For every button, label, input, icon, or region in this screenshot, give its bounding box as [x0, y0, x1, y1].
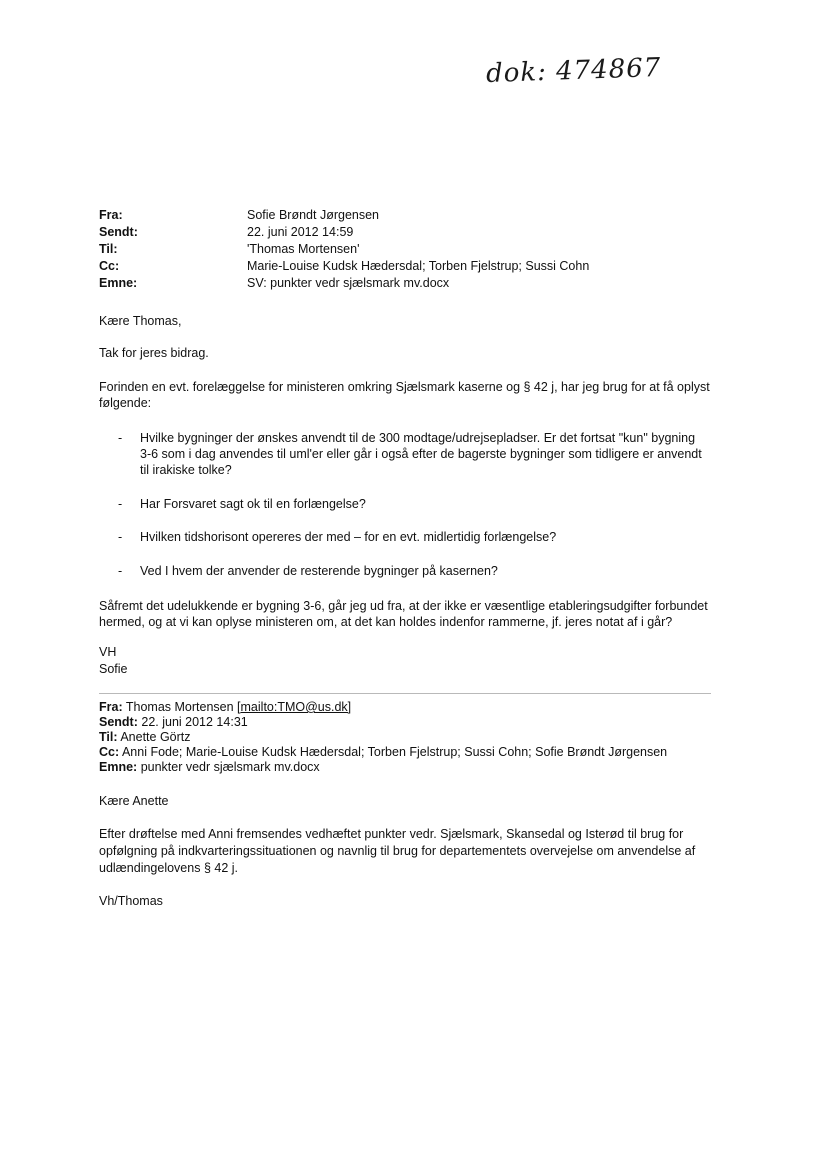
question-4	[118, 563, 720, 579]
forwarded-subject-label: Emne:	[99, 760, 138, 774]
question-2-text: Har Forsvaret sagt ok til en forlængelse?	[140, 497, 366, 511]
forwarded-body-line-2: opfølgning på indkvarteringssituationen og navnlig til brug for departementets overvejelse om anvendelse af	[99, 844, 696, 858]
question-1-line-1: Hvilke bygninger der ønskes anvendt til de 300 modtage/udrejsepladser. Er det fortsat "kun" bygning	[140, 431, 696, 445]
header-from-label: Fra:	[99, 208, 123, 222]
forwarded-body-line-1: Efter drøftelse med Anni fremsendes vedhæftet punkter vedr. Sjælsmark, Skansedal og Isterød til brug for	[99, 827, 684, 841]
handwritten-doc-number: dok: 474867	[485, 52, 662, 90]
forwarded-to-value: Anette Görtz	[120, 730, 191, 744]
header-sent-value: 22. juni 2012 14:59	[247, 225, 354, 239]
forwarded-mailto-link[interactable]: [mailto:TMO@us.dk]	[237, 700, 352, 714]
thanks-line: Tak for jeres bidrag.	[99, 346, 209, 360]
intro-line-2: følgende:	[99, 396, 152, 410]
header-subject-row	[99, 275, 449, 292]
header-to-row	[99, 241, 359, 258]
forwarded-to-row	[99, 730, 191, 745]
question-3-text: Hvilken tidshorisont opereres der med – for en evt. midlertidig forlængelse?	[140, 530, 557, 544]
header-sent-label: Sendt:	[99, 225, 138, 239]
forwarded-cc-value: Anni Fode; Marie-Louise Kudsk Hædersdal; Torben Fjelstrup; Sussi Cohn; Sofie Brøndt Jørgensen	[121, 745, 668, 759]
forwarded-signature: Vh/Thomas	[99, 894, 163, 908]
header-to-label: Til:	[99, 242, 118, 256]
greeting: Kære Thomas,	[99, 314, 182, 328]
forwarded-sent-value: 22. juni 2012 14:31	[141, 715, 248, 729]
forwarded-subject-value: punkter vedr sjælsmark mv.docx	[140, 760, 320, 774]
header-sent-row	[99, 224, 353, 241]
header-from-value: Sofie Brøndt Jørgensen	[247, 208, 380, 222]
bullet-dash: -	[118, 497, 123, 511]
question-3	[118, 529, 720, 545]
forwarded-sent-row	[99, 715, 248, 730]
bullet-dash: -	[118, 431, 123, 445]
forwarded-from-value: Thomas Mortensen	[125, 700, 234, 714]
question-4-text: Ved I hvem der anvender de resterende bygninger på kasernen?	[140, 564, 498, 578]
header-to-value: 'Thomas Mortensen'	[247, 242, 360, 256]
forwarded-from-row	[99, 700, 351, 715]
question-1	[118, 430, 720, 478]
forwarded-cc-label: Cc:	[99, 745, 120, 759]
forward-divider	[99, 693, 711, 694]
header-subject-label: Emne:	[99, 276, 138, 290]
header-subject-value: SV: punkter vedr sjælsmark mv.docx	[247, 276, 450, 290]
header-cc-label: Cc:	[99, 259, 120, 273]
closing-line-2: hermed, og at vi kan oplyse ministeren om, at det kan holdes indenfor rammerne, jf. jeres notat af i går?	[99, 615, 673, 629]
forwarded-subject-row	[99, 760, 320, 775]
question-1-line-2: 3-6 som i dag anvendes til uml'er eller går i også efter de bagerste bygninger som tidligere er anvendt	[140, 447, 702, 461]
bullet-dash: -	[118, 530, 123, 544]
closing-line-1: Såfremt det udelukkende er bygning 3-6, går jeg ud fra, at der ikke er væsentlige etableringsudgifter forbundet	[99, 599, 708, 613]
forwarded-body-line-3: udlændingelovens § 42 j.	[99, 861, 238, 875]
forwarded-sent-label: Sendt:	[99, 715, 138, 729]
signature-name: Sofie	[99, 662, 128, 676]
signoff: VH	[99, 645, 117, 659]
forwarded-greeting: Kære Anette	[99, 794, 169, 808]
header-cc-row	[99, 258, 589, 275]
intro-line-1: Forinden en evt. forelæggelse for ministeren omkring Sjælsmark kaserne og § 42 j, har jeg brug for at få oplyst	[99, 380, 710, 394]
forwarded-cc-row	[99, 745, 667, 760]
forwarded-to-label: Til:	[99, 730, 118, 744]
header-cc-value: Marie-Louise Kudsk Hædersdal; Torben Fjelstrup; Sussi Cohn	[247, 259, 590, 273]
header-from-row	[99, 207, 379, 224]
question-2	[118, 496, 720, 512]
bullet-dash: -	[118, 564, 123, 578]
question-1-line-3: til irakiske tolke?	[140, 463, 232, 477]
forwarded-from-label: Fra:	[99, 700, 123, 714]
